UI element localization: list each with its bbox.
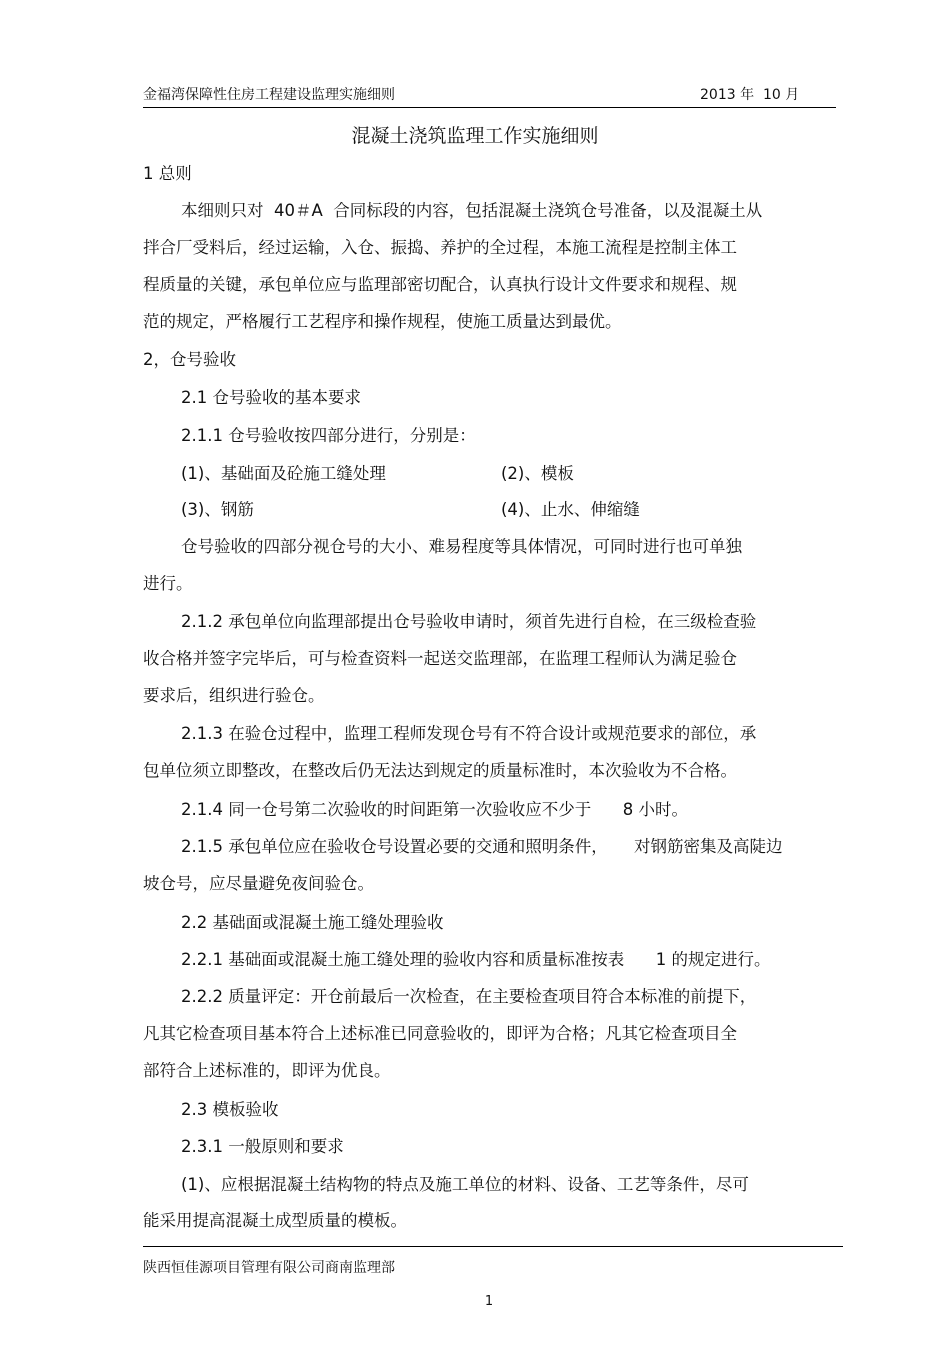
header-document-title: 金福湾保障性住房工程建设监理实施细则 [143, 87, 395, 103]
paragraph-line: 拌合厂受料后，经过运输，入仓、振捣、养护的全过程，本施工流程是控制主体工 [143, 238, 737, 257]
paragraph-line: 仓号验收的四部分视仓号的大小、难易程度等具体情况，可同时进行也可单独 [181, 537, 742, 556]
footer-organization: 陕西恒佳源项目管理有限公司商南监理部 [143, 1260, 395, 1276]
clause-2-2-2-line: 部符合上述标准的，即评为优良。 [143, 1061, 391, 1080]
clause-2-1-5-line: 2.1.5 承包单位应在验收仓号设置必要的交通和照明条件， 对钢筋密集及高陡边 [181, 837, 783, 856]
header-date: 2013 年 10 月 [700, 87, 800, 103]
clause-2-1-3-line: 2.1.3 在验仓过程中，监理工程师发现仓号有不符合设计或规范要求的部位，承 [181, 724, 757, 743]
header-divider [143, 107, 836, 108]
clause-2-3-1-item-line: (1)、应根据混凝土结构物的特点及施工单位的材料、设备、工艺等条件，尽可 [181, 1175, 749, 1194]
clause-2-3-1: 2.3.1 一般原则和要求 [181, 1137, 344, 1156]
list-item: (4)、止水、伸缩缝 [501, 500, 640, 519]
clause-2-2-2-line: 2.2.2 质量评定：开仓前最后一次检查，在主要检查项目符合本标准的前提下， [181, 987, 757, 1006]
subsection-2-3-heading: 2.3 模板验收 [181, 1100, 279, 1119]
list-item: (1)、基础面及砼施工缝处理 [181, 464, 386, 483]
footer-divider [143, 1246, 843, 1247]
clause-2-1-5-line: 坡仓号，应尽量避免夜间验仓。 [143, 874, 374, 893]
section-2-heading: 2，仓号验收 [143, 350, 236, 369]
paragraph-line: 范的规定，严格履行工艺程序和操作规程，使施工质量达到最优。 [143, 312, 622, 331]
clause-2-3-1-item-line: 能采用提高混凝土成型质量的模板。 [143, 1211, 407, 1230]
list-item: (3)、钢筋 [181, 500, 254, 519]
clause-2-1-2-line: 2.1.2 承包单位向监理部提出仓号验收申请时，须首先进行自检，在三级检查验 [181, 612, 757, 631]
paragraph-line: 本细则只对 40＃A 合同标段的内容，包括混凝土浇筑仓号准备，以及混凝土从 [181, 201, 763, 220]
clause-2-1-1: 2.1.1 仓号验收按四部分进行，分别是： [181, 426, 476, 445]
clause-2-2-1: 2.2.1 基础面或混凝土施工缝处理的验收内容和质量标准按表 1 的规定进行。 [181, 950, 771, 969]
clause-2-1-2-line: 收合格并签字完毕后，可与检查资料一起送交监理部，在监理工程师认为满足验仓 [143, 649, 737, 668]
paragraph-line: 进行。 [143, 574, 193, 593]
page-title: 混凝土浇筑监理工作实施细则 [351, 125, 599, 147]
paragraph-line: 程质量的关键，承包单位应与监理部密切配合，认真执行设计文件要求和规程、规 [143, 275, 737, 294]
section-1-heading: 1 总则 [143, 164, 192, 183]
page-number: 1 [484, 1294, 494, 1309]
clause-2-2-2-line: 凡其它检查项目基本符合上述标准已同意验收的，即评为合格；凡其它检查项目全 [143, 1024, 737, 1043]
list-item: (2)、模板 [501, 464, 574, 483]
subsection-2-2-heading: 2.2 基础面或混凝土施工缝处理验收 [181, 913, 444, 932]
clause-2-1-4: 2.1.4 同一仓号第二次验收的时间距第一次验收应不少于 8 小时。 [181, 800, 688, 819]
clause-2-1-3-line: 包单位须立即整改，在整改后仍无法达到规定的质量标准时，本次验收为不合格。 [143, 761, 737, 780]
clause-2-1-2-line: 要求后，组织进行验仓。 [143, 686, 325, 705]
subsection-2-1-heading: 2.1 仓号验收的基本要求 [181, 388, 361, 407]
